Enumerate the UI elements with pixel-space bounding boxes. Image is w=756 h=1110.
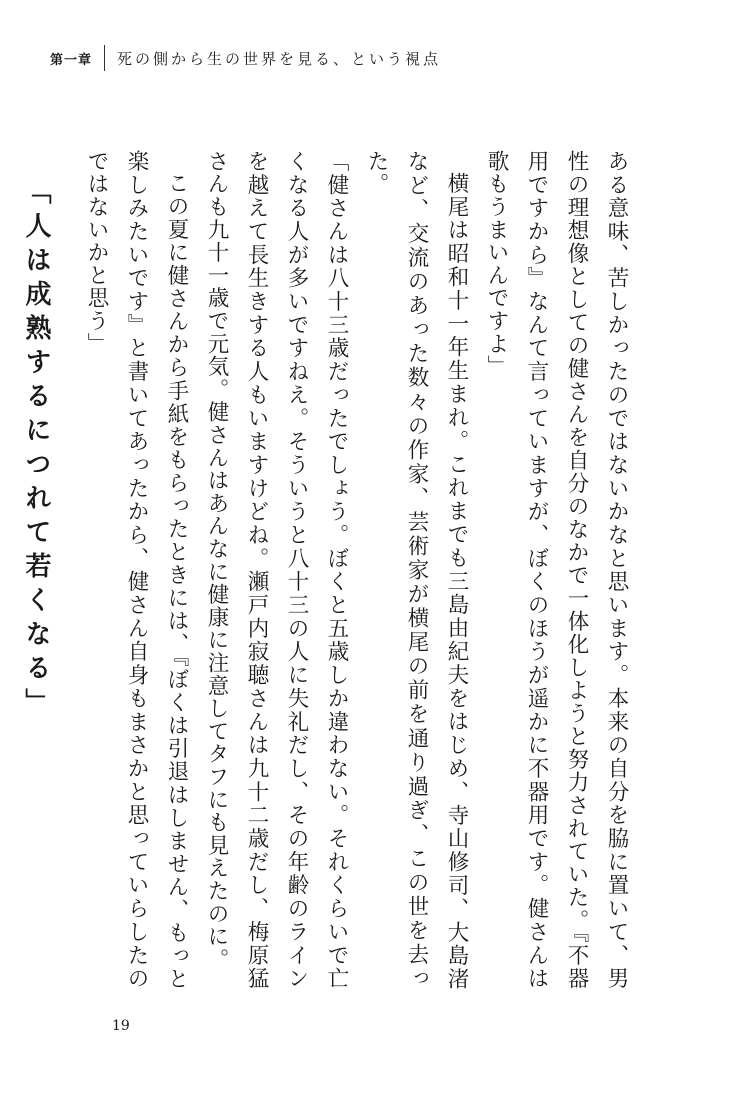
paragraph-3: 「健さんは八十三歳だったでしょう。ぼくと五歳しか違わない。それくらいで亡くなる人が多いですねえ。そういうと八十三の人に失礼だし、その年齢のラインを越えて長生きする人もいますけどね。瀬戸内寂聴さんは九十二歳だし、梅原猛さんも九十一歳で元気。健さんはあんなに健康に注意してタフにも見えたのに。 bbox=[204, 150, 349, 990]
chapter-label: 第一章 bbox=[50, 52, 93, 68]
running-head bbox=[50, 44, 441, 72]
paragraph-5 bbox=[0, 150, 4, 990]
chapter-title: 死の側から生の世界を見る、という視点 bbox=[117, 49, 442, 68]
paragraph-4: この夏に健さんから手紙をもらったときには、『ぼくは引退はしません、もっと楽しみたいです』と書いてあったから、健さん自身もまさかと思っていらしたのではないかと思う」 bbox=[84, 150, 189, 990]
body-text bbox=[0, 150, 636, 990]
section-heading: 「人は成熟するにつれて若くなる」 bbox=[21, 178, 51, 722]
paragraph-1: ある意味、苦しかったのではないかなと思います。本来の自分を脇に置いて、男性の理想像としての健さんを自分のなかで一体化しようと努力されていた。『不器用ですから』なんて言っていますが、ぼくのほうが遥かに不器用です。健さんは歌もうまいんですよ」 bbox=[484, 150, 629, 990]
header-divider bbox=[104, 45, 105, 71]
paragraph-2: 横尾は昭和十一年生まれ。これまでも三島由紀夫をはじめ、寺山修司、大島渚など、交流のあった数々の作家、芸術家が横尾の前を通り過ぎ、この世を去った。 bbox=[364, 150, 469, 990]
page-number: 19 bbox=[112, 1018, 130, 1034]
